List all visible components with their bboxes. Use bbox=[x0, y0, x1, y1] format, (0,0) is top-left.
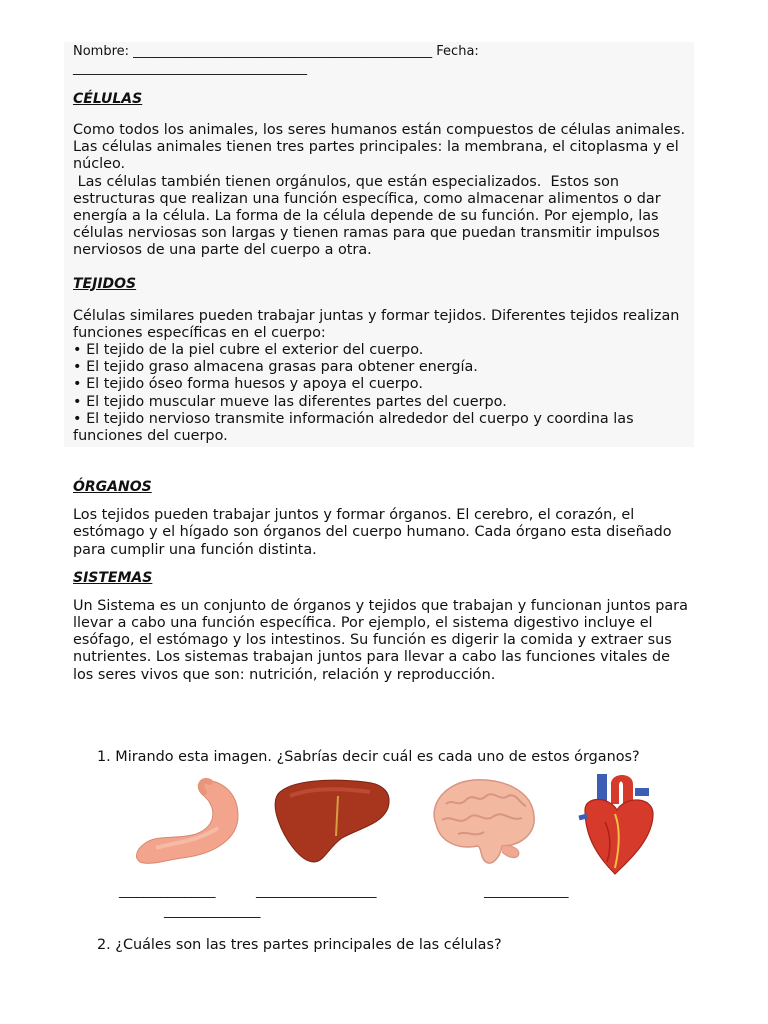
sistemas-paragraph: Un Sistema es un conjunto de órganos y tejidos que trabajan y funcionan juntos para llevar a cabo una función específica. Por ejemplo, el sistema digestivo incluye el esófago, el estómago y los intestinos. Su función es digerir la comida y extraer sus nutrientes. Los sistemas trabajan juntos para llevar a cabo las funciones vitales de los seres vivos que son: nutrición, relación y reproducción. bbox=[73, 597, 688, 683]
section-title-sistemas: SISTEMAS bbox=[73, 569, 153, 586]
liver-icon bbox=[270, 776, 395, 866]
tejidos-bullet-muscular: • El tejido muscular mueve las diferentes partes del cuerpo. bbox=[73, 393, 507, 410]
question-2: 2. ¿Cuáles son las tres partes principales de las células? bbox=[97, 937, 502, 953]
tejidos-paragraph: Células similares pueden trabajar juntas y formar tejidos. Diferentes tejidos realizan funciones específicas en el cuerpo: bbox=[73, 307, 680, 341]
celulas-paragraph-2: Las células también tienen orgánulos, que están especializados. Estos son estructuras que realizan una función específica, como almacenar alimentos o dar energía a la célula. La forma de la célula depende de su función. Por ejemplo, las células nerviosas son largas y tienen ramas para que puedan transmitir impulsos nerviosos de una parte del cuerpo a otra. bbox=[73, 173, 666, 259]
answer-blank-3[interactable]: ______________ bbox=[484, 884, 568, 899]
section-title-organos: ÓRGANOS bbox=[73, 479, 152, 496]
stomach-icon bbox=[126, 776, 246, 866]
answer-blank-1[interactable]: ________________ bbox=[119, 884, 215, 899]
tejidos-bullet-piel: • El tejido de la piel cubre el exterior del cuerpo. bbox=[73, 342, 424, 359]
brain-icon bbox=[422, 774, 542, 870]
answer-blank-4[interactable]: ________________ bbox=[164, 904, 260, 919]
name-date-field[interactable]: Nombre: ______________________________________________ Fecha: bbox=[73, 44, 479, 59]
tejidos-bullet-graso: • El tejido graso almacena grasas para obtener energía. bbox=[73, 359, 478, 376]
tejidos-bullet-nervioso: • El tejido nervioso transmite información alrededor del cuerpo y coordina las funciones del cuerpo. bbox=[73, 410, 634, 445]
tejidos-bullet-oseo: • El tejido óseo forma huesos y apoya el cuerpo. bbox=[73, 376, 423, 393]
heart-icon bbox=[575, 770, 660, 880]
date-field-continuation[interactable]: ____________________________________ bbox=[73, 61, 307, 76]
organos-paragraph: Los tejidos pueden trabajar juntos y formar órganos. El cerebro, el corazón, el estómago y el hígado son órganos del cuerpo humano. Cada órgano esta diseñado para cumplir una función distinta. bbox=[73, 507, 672, 558]
question-1: 1. Mirando esta imagen. ¿Sabrías decir cuál es cada uno de estos órganos? bbox=[97, 749, 640, 765]
worksheet bbox=[73, 42, 688, 684]
section-title-tejidos: TEJIDOS bbox=[73, 275, 137, 292]
celulas-paragraph-1: Como todos los animales, los seres humanos están compuestos de células animales. Las células animales tienen tres partes principales: la membrana, el citoplasma y el núcleo. bbox=[73, 122, 686, 173]
answer-blank-2[interactable]: ____________________ bbox=[256, 884, 376, 899]
name-date-line bbox=[73, 43, 688, 77]
section-title-celulas: CÉLULAS bbox=[73, 91, 143, 107]
